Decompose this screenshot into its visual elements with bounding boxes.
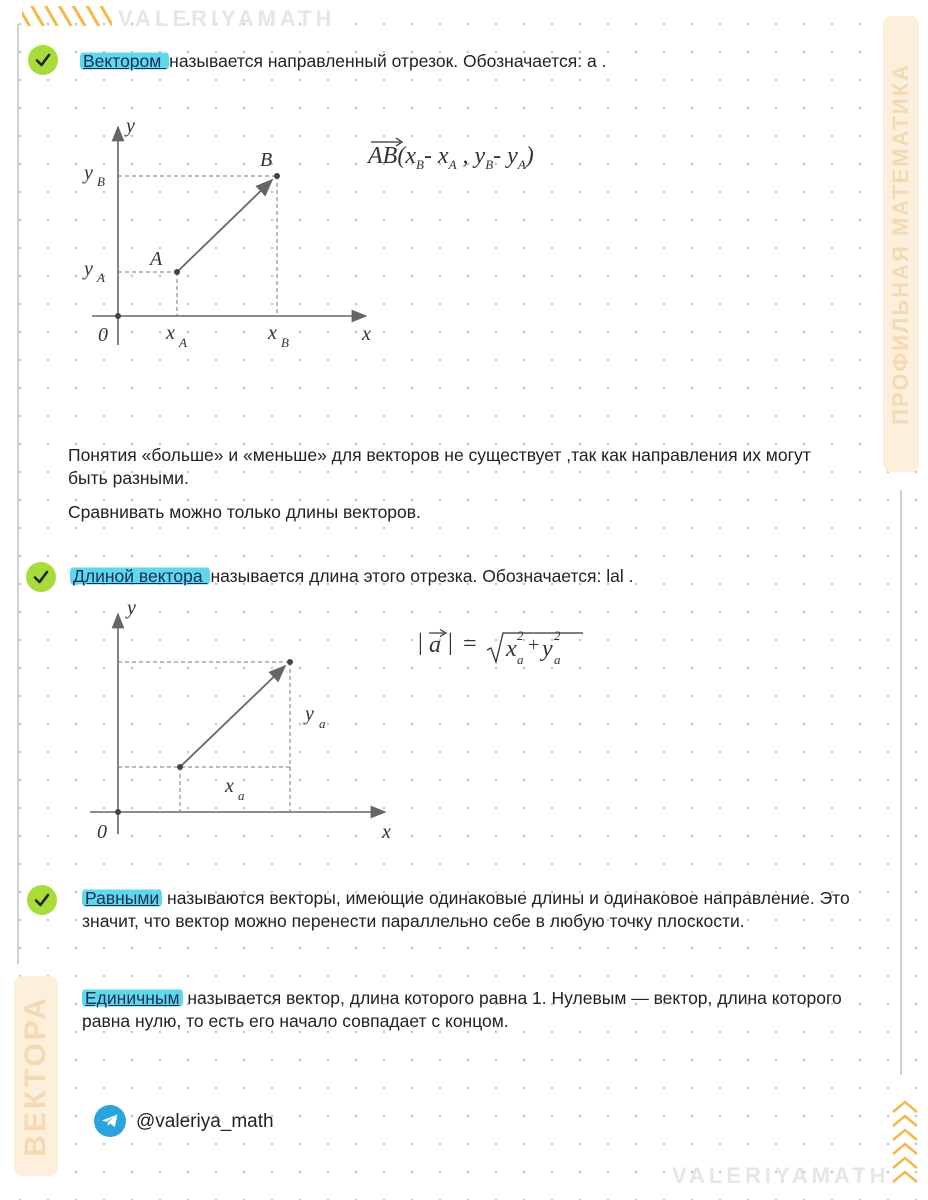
y-axis-label: y [127, 597, 136, 619]
formula1-sub-b2: B [485, 156, 494, 172]
formula2-y: y [542, 636, 553, 662]
definition-unit-text: называется вектор, длина которого равна 1. Нулевым — вектор, длина которого равна нулю, то есть его начало совпадает с концом. [82, 988, 842, 1031]
telegram-handle[interactable]: @valeriya_math [136, 1111, 274, 1132]
vector-coordinates-diagram [70, 105, 390, 360]
x-axis-label: x [382, 821, 391, 843]
y-axis-label: y [126, 115, 135, 137]
point-b-label: B [260, 149, 273, 171]
tick-xb-label: x [268, 322, 277, 344]
formula2-y-sub: a [554, 652, 561, 667]
formula2-eq: = [463, 631, 477, 657]
check-icon [26, 562, 56, 592]
note-no-comparison: Понятия «больше» и «меньше» для векторов не существует ,так как направления их могут быть разными. [68, 445, 811, 488]
origin-label: 0 [97, 821, 107, 843]
side-tab-topic [883, 16, 919, 472]
origin-label: 0 [98, 324, 108, 346]
bottom-watermark: VALERIYAMATH [672, 1163, 890, 1188]
formula1-open: (x [397, 143, 416, 169]
formula2-x-sup: 2 [517, 628, 524, 643]
formula1-comma: , y [456, 143, 486, 169]
right-margin-rule [900, 490, 902, 1075]
formula2-x: x [506, 636, 517, 662]
formula1-sub-b1: B [415, 156, 424, 172]
tick-yb-sub: B [97, 174, 105, 189]
vector-ab-text: AB [368, 143, 398, 169]
formula2-x-sub: a [517, 652, 524, 667]
tick-yb-label: y [84, 162, 93, 184]
vector-start-dot [177, 764, 183, 770]
top-watermark: VALERIYAMATH [118, 6, 336, 31]
vector-arrow-icon [370, 137, 404, 147]
check-icon [27, 885, 57, 915]
tick-xa-label: x [166, 322, 175, 344]
point-a-dot [174, 269, 180, 275]
point-a-label: A [150, 248, 163, 270]
ya-label: y [305, 703, 314, 725]
definition-length-text: называется длина этого отрезка. Обозначается: lal . [210, 566, 634, 586]
formula1-sub-a1: A [448, 156, 457, 172]
telegram-icon[interactable] [94, 1105, 126, 1137]
origin-dot [115, 809, 121, 815]
definition-equal-text: называются векторы, имеющие одинаковые длины и одинаковое направление. Это значит, что вектор можно перенести параллельно себе в любую точку плоскости. [82, 888, 850, 931]
formula2-plus: + [528, 634, 540, 656]
definition-equal [82, 887, 852, 933]
abs-bar-right: | [448, 630, 453, 656]
term-unit: Единичным [82, 988, 183, 1008]
tick-ya-label: y [84, 258, 93, 280]
origin-dot [115, 313, 121, 319]
term-equal: Равными [82, 888, 162, 908]
term-vector: Вектором [80, 51, 169, 71]
check-icon [28, 45, 58, 75]
formula1-close: ) [525, 143, 534, 169]
vector-length-diagram [75, 592, 405, 847]
vector-ab [177, 180, 272, 272]
note-compare-lengths: Сравнивать можно только длины векторов. [68, 502, 421, 522]
vector-end-dot [287, 659, 293, 665]
side-tab-topic-label: ПРОФИЛЬНАЯ МАТЕМАТИКА [888, 63, 913, 425]
formula1-minus1: - x [423, 143, 449, 169]
definition-vector-text: называется направленный отрезок. Обозначается: a . [169, 51, 607, 71]
left-margin-rule [17, 24, 19, 964]
abs-bar-left: | [418, 630, 423, 656]
header-stripes [22, 6, 112, 26]
x-axis-label: x [362, 323, 371, 345]
chevrons-icon [890, 1098, 920, 1194]
tick-xa-sub: A [179, 335, 187, 350]
xa-label: x [225, 775, 234, 797]
formula1-sub-a2: A [517, 156, 526, 172]
ya-sub: a [319, 716, 326, 731]
definition-unit [82, 987, 852, 1033]
tick-ya-sub: A [97, 270, 105, 285]
definition-vector [80, 50, 840, 73]
formula-vector-coordinates [368, 143, 534, 173]
formula2-y-sup: 2 [554, 628, 561, 643]
term-length: Длиной вектора [70, 566, 210, 586]
definition-length [70, 565, 840, 588]
side-tab-section-label: ВЕКТОРА [19, 995, 52, 1157]
point-b-dot [274, 173, 280, 179]
vector-a [180, 666, 285, 767]
tick-xb-sub: B [281, 335, 289, 350]
vector-ab-symbol [368, 143, 397, 170]
formula-vector-length [418, 630, 588, 670]
side-tab-section [14, 976, 58, 1176]
formula2-var: a [429, 632, 441, 658]
xa-sub: a [238, 788, 245, 803]
formula1-minus2: - y [493, 143, 518, 169]
